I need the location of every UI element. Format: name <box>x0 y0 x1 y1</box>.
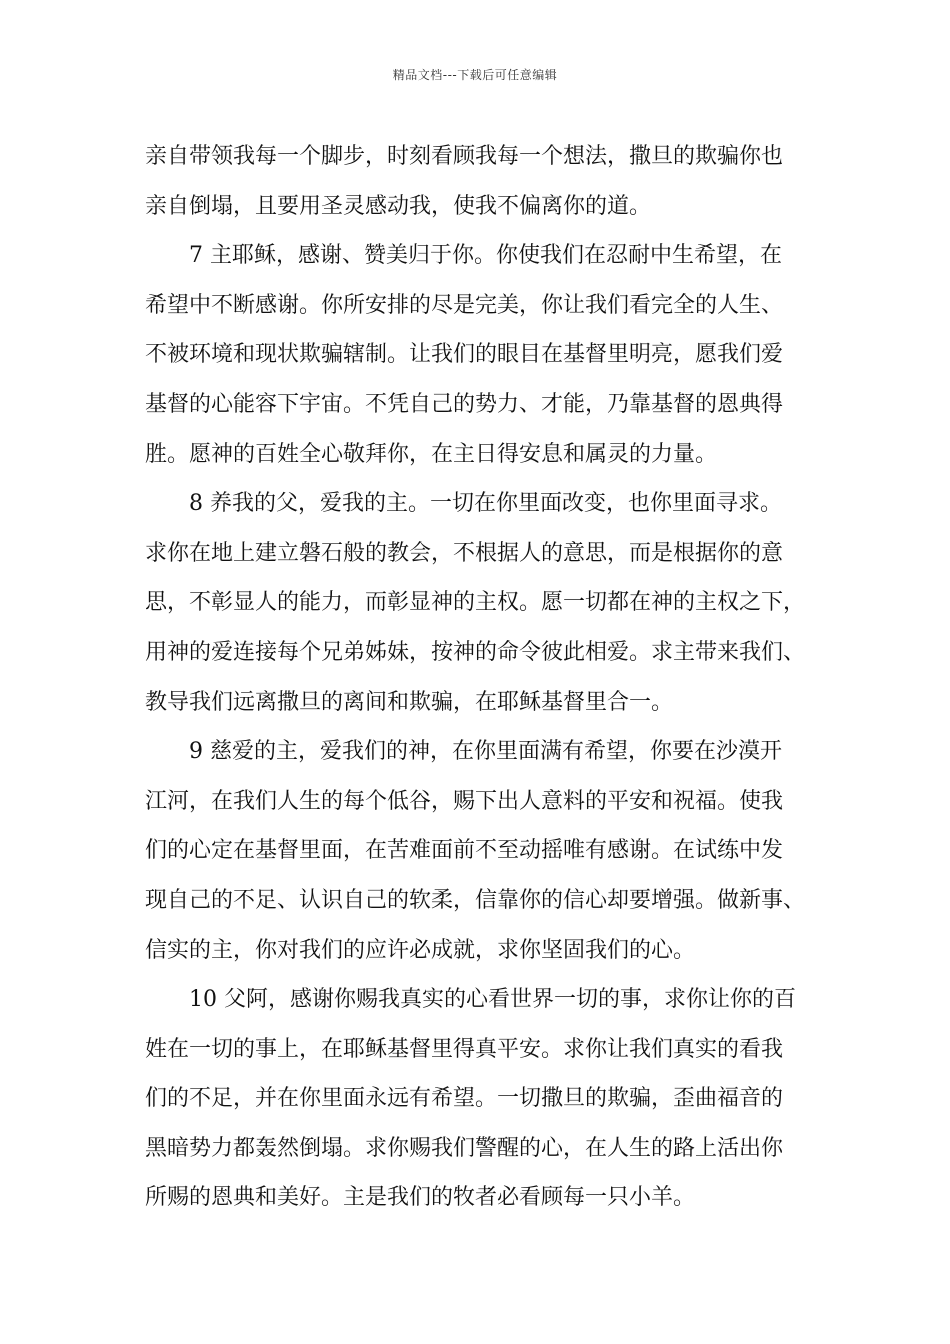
paragraph-line: 黑暗势力都轰然倒塌。求你赐我们警醒的心，在人生的路上活出你 <box>145 1135 784 1161</box>
paragraph-line: 姓在一切的事上，在耶稣基督里得真平安。求你让我们真实的看我 <box>145 1036 784 1062</box>
paragraph-1 <box>145 132 815 231</box>
paragraph-line: 希望中不断感谢。你所安排的尽是完美，你让我们看完全的人生、 <box>145 292 784 318</box>
paragraph-line: 7 主耶稣，感谢、赞美归于你。你使我们在忍耐中生希望，在 <box>189 243 782 269</box>
paragraph-line: 亲自带领我每一个脚步，时刻看顾我每一个想法，撒旦的欺骗你也 <box>145 144 784 169</box>
paragraph-line: 们的不足，并在你里面永远有希望。一切撒旦的欺骗，歪曲福音的 <box>145 1086 784 1112</box>
paragraph-9 <box>145 727 815 975</box>
paragraph-7 <box>145 231 815 479</box>
paragraph-line: 8 养我的父，爱我的主。一切在你里面改变，也你里面寻求。 <box>189 491 782 517</box>
paragraph-line: 胜。愿神的百姓全心敬拜你，在主日得安息和属灵的力量。 <box>145 441 718 467</box>
paragraph-line: 现自己的不足、认识自己的软柔，信靠你的信心却要增强。做新事、 <box>145 887 806 913</box>
paragraph-line: 所赐的恩典和美好。主是我们的牧者必看顾每一只小羊。 <box>145 1185 696 1211</box>
paragraph-line: 教导我们远离撒旦的离间和欺骗，在耶稣基督里合一。 <box>145 689 674 715</box>
paragraph-10 <box>145 975 815 1223</box>
paragraph-line: 江河，在我们人生的每个低谷，赐下出人意料的平安和祝福。使我 <box>145 788 784 814</box>
paragraph-line: 不被环境和现状欺骗辖制。让我们的眼目在基督里明亮，愿我们爱 <box>145 342 784 368</box>
paragraph-line: 10 父阿，感谢你赐我真实的心看世界一切的事，求你让你的百 <box>189 987 796 1013</box>
paragraph-line: 亲自倒塌，且要用圣灵感动我，使我不偏离你的道。 <box>145 193 652 219</box>
paragraph-line: 信实的主，你对我们的应许必成就，求你坚固我们的心。 <box>145 937 696 963</box>
paragraph-line: 思，不彰显人的能力，而彰显神的主权。愿一切都在神的主权之下， <box>145 590 806 616</box>
paragraph-line: 用神的爱连接每个兄弟姊妹，按神的命令彼此相爱。求主带来我们、 <box>145 639 806 665</box>
page-header: 精品文档---下载后可任意编辑 <box>392 68 558 82</box>
paragraph-line: 求你在地上建立磐石般的教会，不根据人的意思，而是根据你的意 <box>145 540 784 566</box>
paragraph-line: 们的心定在基督里面，在苦难面前不至动摇唯有感谢。在试练中发 <box>145 838 784 864</box>
paragraph-line: 基督的心能容下宇宙。不凭自己的势力、才能，乃靠基督的恩典得 <box>145 391 784 417</box>
paragraph-8 <box>145 479 815 727</box>
document-body <box>145 132 815 1223</box>
paragraph-line: 9 慈爱的主，爱我们的神，在你里面满有希望，你要在沙漠开 <box>189 739 782 765</box>
